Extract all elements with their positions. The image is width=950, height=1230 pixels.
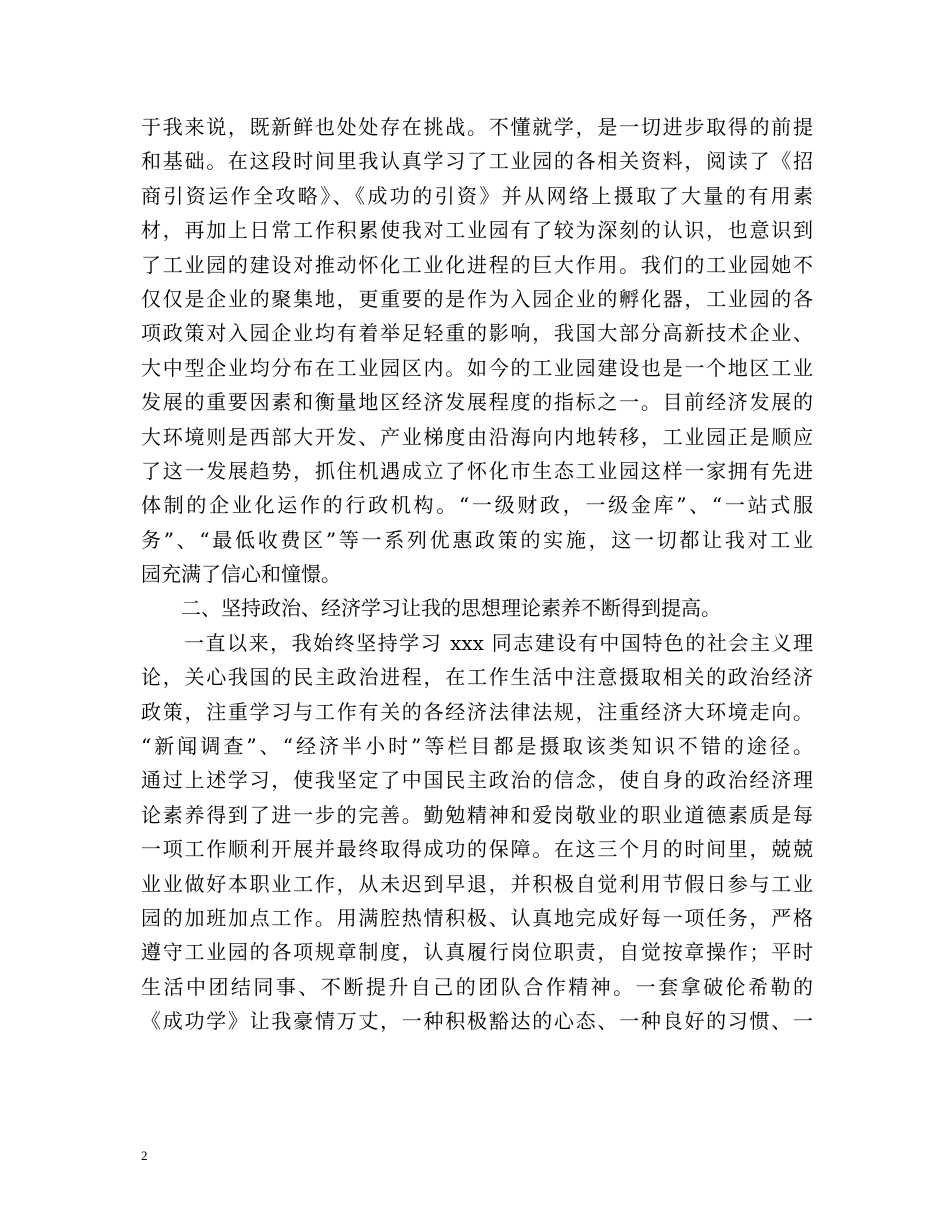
text-line: 遵守工业园的各项规章制度，认真履行岗位职责，自觉按章操作；平时 — [141, 940, 813, 965]
text-line: 政策，注重学习与工作有关的各经济法律法规，注重经济大环境走向。 — [141, 699, 813, 724]
text-line: 体制的企业化运作的行政机构。“一级财政，一级金库”、“一站式服 — [141, 493, 813, 518]
text-line: 生活中团结同事、不断提升自己的团队合作精神。一套拿破伦希勒的 — [141, 974, 813, 999]
text-line: “新闻调查”、“经济半小时”等栏目都是摄取该类知识不错的途径。 — [141, 734, 813, 759]
text-line: 通过上述学习，使我坚定了中国民主政治的信念，使自身的政治经济理 — [141, 768, 813, 793]
text-line: 大中型企业均分布在工业园区内。如今的工业园建设也是一个地区工业 — [141, 355, 813, 380]
text-line: 发展的重要因素和衡量地区经济发展程度的指标之一。目前经济发展的 — [141, 390, 813, 415]
text-line: 了这一发展趋势，抓住机遇成立了怀化市生态工业园这样一家拥有先进 — [141, 458, 813, 483]
text-line: 论，关心我国的民主政治进程，在工作生活中注意摄取相关的政治经济 — [141, 665, 813, 690]
text-line: 业业做好本职业工作，从未迟到早退，并积极自觉利用节假日参与工业 — [141, 871, 813, 896]
section-heading: 二、坚持政治、经济学习让我的思想理论素养不断得到提高。 — [141, 596, 721, 621]
text-line: 和基础。在这段时间里我认真学习了工业园的各相关资料，阅读了《招 — [141, 149, 813, 174]
text-line: 仅仅是企业的聚集地，更重要的是作为入园企业的孵化器，工业园的各 — [141, 286, 813, 311]
text-line: 于我来说，既新鲜也处处存在挑战。不懂就学，是一切进步取得的前提 — [141, 115, 813, 139]
text-line: 商引资运作全攻略》、《成功的引资》并从网络上摄取了大量的有用素 — [141, 183, 813, 208]
body-text — [141, 110, 813, 1039]
text-line: 材，再加上日常工作积累使我对工业园有了较为深刻的认识，也意识到 — [141, 218, 813, 243]
text-line: 论素养得到了进一步的完善。勤勉精神和爱岗敬业的职业道德素质是每 — [141, 802, 813, 827]
text-line: 园的加班加点工作。用满腔热情积极、认真地完成好每一项任务，严格 — [141, 905, 813, 930]
text-line: 园充满了信心和憧憬。 — [141, 562, 341, 587]
text-line: 一项工作顺利开展并最终取得成功的保障。在这三个月的时间里，兢兢 — [141, 837, 813, 862]
page-number: 2 — [141, 1148, 148, 1163]
text-line: 一直以来，我始终坚持学习 xxx 同志建设有中国特色的社会主义理 — [141, 630, 813, 655]
text-line: 了工业园的建设对推动怀化工业化进程的巨大作用。我们的工业园她不 — [141, 252, 813, 277]
text-line: 项政策对入园企业均有着举足轻重的影响，我国大部分高新技术企业、 — [141, 321, 813, 346]
text-line: 务”、“最低收费区”等一系列优惠政策的实施，这一切都让我对工业 — [141, 527, 813, 552]
text-line: 《成功学》让我豪情万丈，一种积极豁达的心态、一种良好的习惯、一 — [141, 1009, 813, 1034]
text-line: 大环境则是西部大开发、产业梯度由沿海向内地转移，工业园正是顺应 — [141, 424, 813, 449]
